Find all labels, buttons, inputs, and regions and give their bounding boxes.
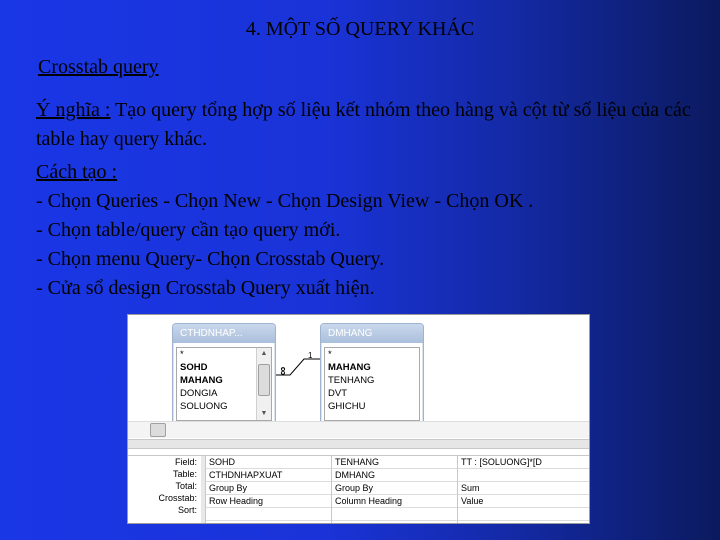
grid-cell[interactable]: Sum xyxy=(458,483,590,495)
meaning-paragraph xyxy=(36,96,706,154)
grid-cell[interactable]: Group By xyxy=(332,483,458,495)
design-grid xyxy=(128,455,589,524)
row-label-total: Total: xyxy=(175,481,197,491)
field-item[interactable]: DVT xyxy=(328,388,347,399)
grid-cell[interactable]: CTHDNHAPXUAT xyxy=(206,470,332,482)
slide-title: 4. MỘT SỐ QUERY KHÁC xyxy=(245,18,475,40)
subheading: Crosstab query xyxy=(38,56,159,78)
table-box-title[interactable]: DMHANG xyxy=(321,324,423,343)
grid-cell[interactable] xyxy=(206,509,332,521)
field-item[interactable]: SOHD xyxy=(180,362,208,373)
field-item[interactable]: * xyxy=(180,349,184,360)
grid-cell[interactable] xyxy=(332,509,458,521)
row-label-field: Field: xyxy=(174,457,197,467)
grid-cell[interactable]: Column Heading xyxy=(332,496,458,508)
field-list-scrollbar[interactable] xyxy=(256,348,271,420)
row-label-crosstab: Crosstab: xyxy=(158,493,197,503)
table-pane xyxy=(128,315,589,439)
grid-cell[interactable] xyxy=(458,509,590,521)
grid-cell[interactable]: TT : [SOLUONG]*[D xyxy=(458,457,590,469)
meaning-label: Ý nghĩa : xyxy=(36,99,111,121)
field-item[interactable]: SOLUONG xyxy=(180,401,228,412)
howto-label: Cách tạo : xyxy=(36,161,118,183)
step-line: - Cửa sổ design Crosstab Query xuất hiện. xyxy=(36,277,375,299)
meaning-text: Tạo query tổng hợp số liệu kết nhóm theo hàng và cột từ số liệu của các table hay query khác. xyxy=(36,99,691,150)
horizontal-scroll-thumb[interactable] xyxy=(150,423,166,437)
grid-column-3[interactable] xyxy=(457,456,590,524)
field-item[interactable]: MAHANG xyxy=(328,362,371,373)
grid-cell[interactable]: Row Heading xyxy=(206,496,332,508)
grid-cell[interactable]: DMHANG xyxy=(332,470,458,482)
step-line: - Chọn menu Query- Chọn Crosstab Query. xyxy=(36,248,385,270)
field-item[interactable]: MAHANG xyxy=(180,375,223,386)
grid-cell[interactable] xyxy=(458,470,590,482)
scroll-down-icon[interactable]: ▼ xyxy=(260,410,268,417)
howto-heading xyxy=(36,158,706,187)
one-symbol: 1 xyxy=(308,351,313,360)
body-text xyxy=(36,96,706,303)
table-box-dmhang[interactable] xyxy=(320,323,424,425)
scroll-thumb[interactable] xyxy=(258,364,270,396)
grid-cell[interactable]: TENHANG xyxy=(332,457,458,469)
field-list xyxy=(324,347,420,421)
field-item[interactable]: DONGIA xyxy=(180,388,218,399)
grid-column-2[interactable] xyxy=(331,456,458,524)
row-label-table: Table: xyxy=(172,469,197,479)
grid-cell[interactable]: Value xyxy=(458,496,590,508)
grid-cell[interactable]: SOHD xyxy=(206,457,332,469)
row-label-sort: Sort: xyxy=(177,505,197,515)
step-line: - Chọn table/query cần tạo query mới. xyxy=(36,219,341,241)
field-list xyxy=(176,347,272,421)
relationship-line xyxy=(274,345,322,385)
crosstab-design-window xyxy=(127,314,590,524)
table-box-title[interactable]: CTHDNHAP... xyxy=(173,324,275,343)
scroll-up-icon[interactable]: ▲ xyxy=(260,350,268,357)
field-item[interactable]: * xyxy=(328,349,332,360)
field-item[interactable]: TENHANG xyxy=(328,375,375,386)
pane-splitter[interactable] xyxy=(128,439,589,449)
field-item[interactable]: GHICHU xyxy=(328,401,366,412)
table-box-cthdnhap[interactable] xyxy=(172,323,276,425)
many-symbol: ∞ xyxy=(275,366,290,376)
grid-row-labels xyxy=(128,456,201,516)
grid-cell[interactable]: Group By xyxy=(206,483,332,495)
grid-column-1[interactable] xyxy=(205,456,332,524)
step-line: - Chọn Queries - Chọn New - Chọn Design View - Chọn OK . xyxy=(36,190,534,212)
horizontal-scrollbar[interactable] xyxy=(128,421,589,438)
